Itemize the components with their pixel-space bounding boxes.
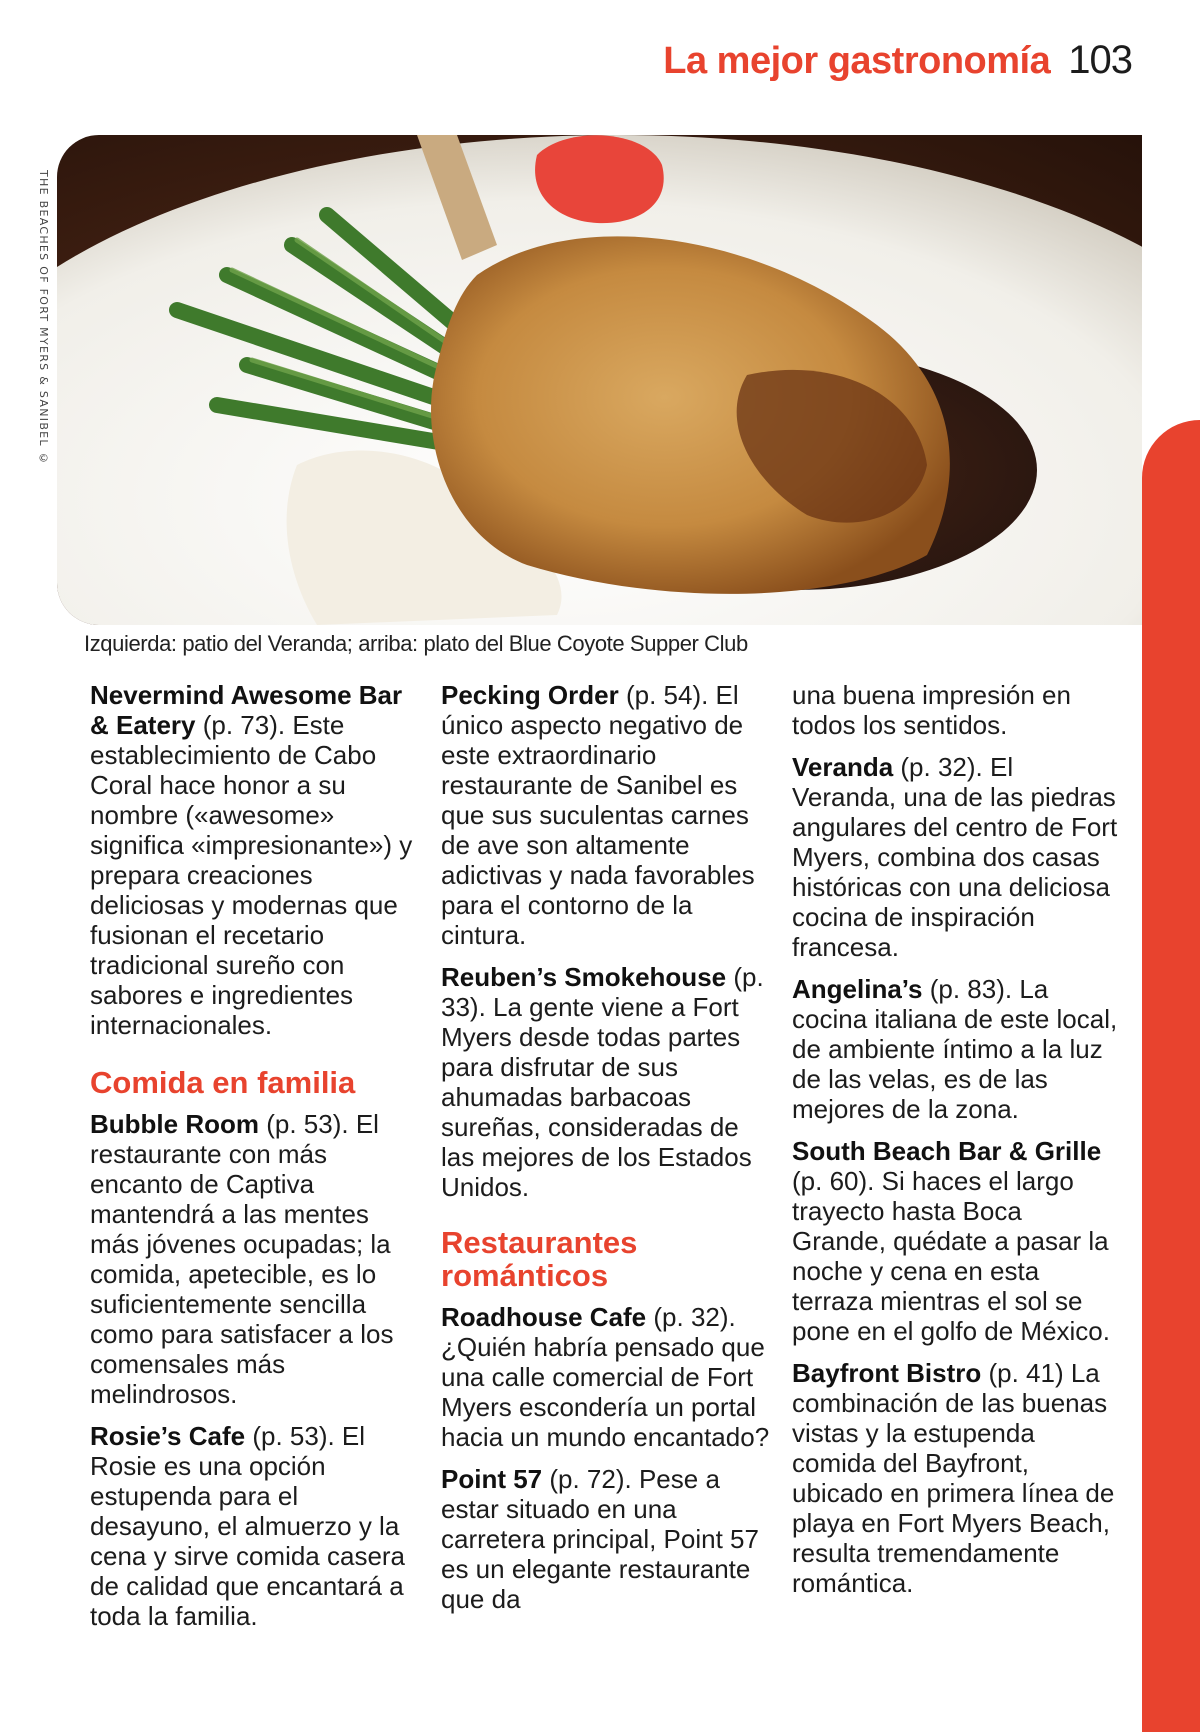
entry-description: La gente viene a Fort Myers desde todas partes para disfrutar de sus ahumadas barbacoas sureñas, consideradas de las mejores de los Estados Unidos. <box>441 992 752 1202</box>
photo-credit: THE BEACHES OF FORT MYERS & SANIBEL © <box>37 170 50 466</box>
restaurant-entry <box>792 1136 1122 1346</box>
page-reference: (p. 32). <box>646 1302 736 1332</box>
entry-description: La combinación de las buenas vistas y la estupenda comida del Bayfront, ubicado en primera línea de playa en Fort Myers Beach, resulta tremendamente romántica. <box>792 1358 1115 1598</box>
photo-caption: Izquierda: patio del Veranda; arriba: plato del Blue Coyote Supper Club <box>84 631 748 656</box>
page-reference: (p. 72). <box>542 1464 632 1494</box>
restaurant-name: Bayfront Bistro <box>792 1358 982 1388</box>
entry-description: El Rosie es una opción estupenda para el desayuno, el almuerzo y la cena y sirve comida casera de calidad que encantará a toda la familia. <box>90 1421 406 1631</box>
page-reference: (p. 41) <box>981 1358 1064 1388</box>
entry-description: El restaurante con más encanto de Captiva mantendrá a las mentes más jóvenes ocupadas; la comida, apetecible, es lo suficientemente sencilla como para satisfacer a los comensales más melindrosos. <box>90 1109 394 1409</box>
section-heading: Restaurantes románticos <box>441 1225 638 1293</box>
restaurant-name: Point 57 <box>441 1464 543 1494</box>
restaurant-entry <box>441 680 771 950</box>
restaurant-entry <box>792 974 1122 1124</box>
entry-description: una buena impresión en todos los sentidos. <box>792 680 1071 740</box>
column-1 <box>90 680 420 1643</box>
food-photo <box>57 135 1142 625</box>
restaurant-name: Bubble Room <box>90 1109 259 1139</box>
page-reference: (p. 32). <box>893 752 983 782</box>
page-reference: (p. 73). <box>195 710 286 740</box>
restaurant-entry <box>792 1358 1122 1598</box>
entry-description: ¿Quién habría pensado que una calle comercial de Fort Myers escondería un portal hacia un mundo encantado? <box>441 1332 770 1452</box>
restaurant-entry <box>441 1464 771 1614</box>
entry-description: Si haces el largo trayecto hasta Boca Grande, quédate a pasar la noche y cena en esta terraza mientras el sol se pone en el golfo de México. <box>792 1166 1110 1346</box>
column-2 <box>441 680 771 1626</box>
entry-continuation <box>792 680 1122 740</box>
page-reference: (p. 83). <box>922 974 1013 1004</box>
restaurant-name: Nevermind Awesome Bar & Eatery <box>90 680 403 740</box>
entry-description: Este establecimiento de Cabo Coral hace honor a su nombre («awesome» significa «impresionante») y prepara creaciones deliciosas y modernas que fusionan el recetario tradicional sureño con sabores e ingredientes internacionales. <box>90 710 413 1040</box>
restaurant-entry <box>441 1302 771 1452</box>
restaurant-name: Roadhouse Cafe <box>441 1302 647 1332</box>
page-reference: (p. 53). <box>245 1421 335 1451</box>
restaurant-entry <box>792 752 1122 962</box>
section-title: La mejor gastronomía <box>663 40 1051 82</box>
entry-description: El único aspecto negativo de este extraordinario restaurante de Sanibel es que sus suculentas carnes de ave son altamente adictivas y nada favorables para el contorno de la cintura. <box>441 680 755 950</box>
entry-description: Pese a estar situado en una carretera principal, Point 57 es un elegante restaurante que da <box>441 1464 759 1614</box>
restaurant-name: Pecking Order <box>441 680 619 710</box>
entry-description: La cocina italiana de este local, de ambiente íntimo a la luz de las velas, es de las mejores de la zona. <box>792 974 1118 1124</box>
restaurant-entry <box>90 1421 420 1631</box>
plated-pork-chop-image <box>57 135 1142 625</box>
restaurant-entry <box>90 680 420 1040</box>
page-header <box>663 38 1132 83</box>
accent-bar <box>1142 420 1200 1732</box>
restaurant-name: Reuben’s Smokehouse <box>441 962 727 992</box>
restaurant-name: Angelina’s <box>792 974 923 1004</box>
column-3 <box>792 680 1122 1610</box>
page-reference: (p. 53). <box>259 1109 349 1139</box>
section-heading: Comida en familia <box>90 1065 356 1100</box>
restaurant-name: South Beach Bar & Grille <box>792 1136 1102 1166</box>
page-number: 103 <box>1068 38 1132 82</box>
page-reference: (p. 60). <box>792 1166 875 1196</box>
restaurant-name: Veranda <box>792 752 894 782</box>
page-reference: (p. 54). <box>618 680 709 710</box>
restaurant-entry <box>441 962 771 1202</box>
restaurant-name: Rosie’s Cafe <box>90 1421 246 1451</box>
restaurant-entry <box>90 1109 420 1409</box>
page-reference: (p. 33). <box>441 962 764 1022</box>
entry-description: El Veranda, una de las piedras angulares del centro de Fort Myers, combina dos casas históricas con una deliciosa cocina de inspiración francesa. <box>792 752 1118 962</box>
